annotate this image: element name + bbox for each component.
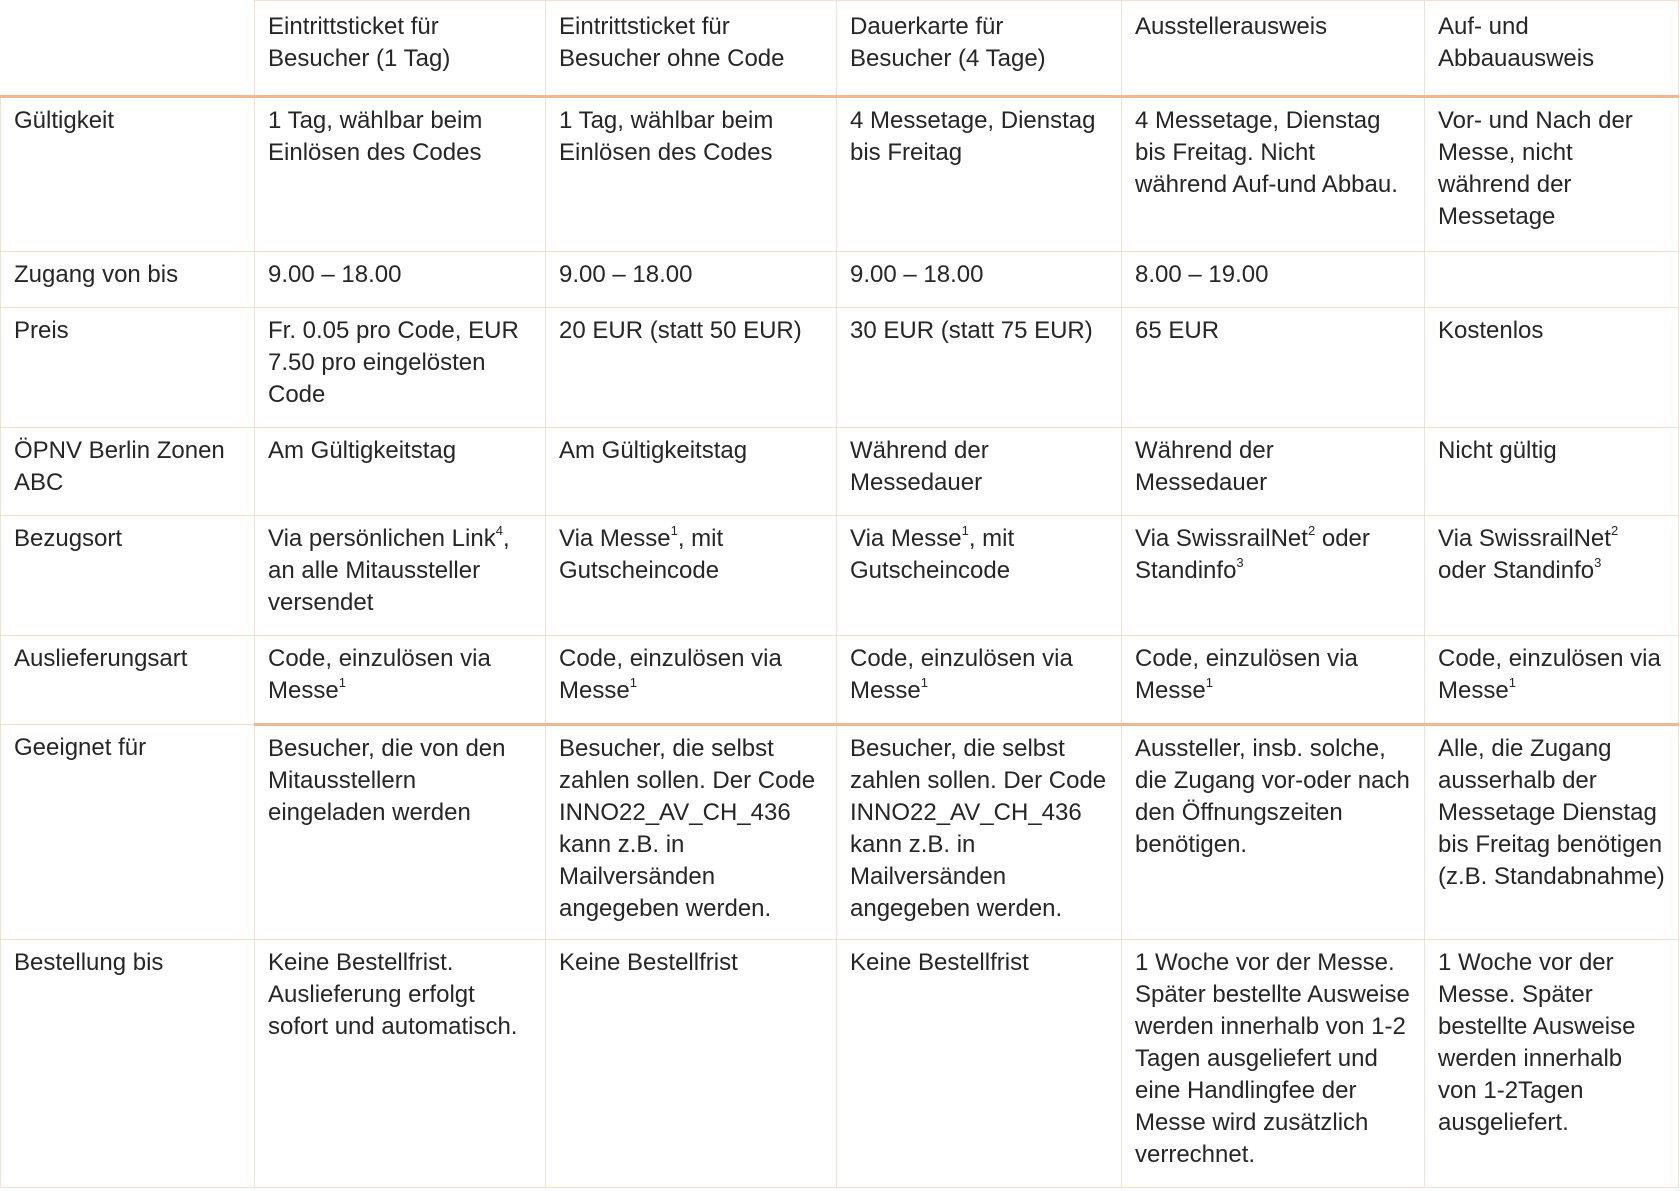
cell-text: Via Messe [559,525,671,552]
row-label: Bestellung bis [1,940,255,1188]
cell-text: Via Messe [850,525,962,552]
row-label: Gültigkeit [1,97,255,252]
row-label: Preis [1,308,255,428]
cell-text: Code, einzulösen via Messe [1438,645,1661,704]
table-cell [837,516,1122,636]
footnote-marker: 1 [1508,675,1516,690]
table-cell [546,516,837,636]
row-preis [1,308,1679,428]
column-header: Ausstellerausweis [1122,1,1425,97]
footnote-marker: 1 [338,675,346,690]
table-cell: Keine Bestellfrist. Auslieferung erfolgt sofort und automatisch. [255,940,546,1188]
footnote-marker: 1 [961,523,969,538]
footnote-marker: 3 [1594,555,1602,570]
table-cell [1425,252,1679,308]
cell-text: oder Standinfo [1438,557,1595,584]
table-cell: Besucher, die selbst zahlen sollen. Der Code INNO22_AV_CH_436 kann z.B. in Mailversänden angegeben werden. [546,725,837,940]
table-cell: 9.00 – 18.00 [837,252,1122,308]
row-label: Auslieferungsart [1,636,255,725]
table-cell [255,516,546,636]
row-zugang [1,252,1679,308]
table-cell [255,636,546,725]
corner-cell [1,1,255,97]
row-bestellung [1,940,1679,1188]
footnote-marker: 4 [495,523,503,538]
table-cell [1122,516,1425,636]
cell-text: oder Standinfo [1135,525,1370,584]
cell-text: , an alle Mitaussteller versendet [268,525,510,616]
table-cell: Keine Bestellfrist [837,940,1122,1188]
cell-text: Code, einzulösen via Messe [850,645,1073,704]
table-cell: Während der Messedauer [837,428,1122,516]
table-cell: 4 Messetage, Dienstag bis Freitag [837,97,1122,252]
row-label: Bezugsort [1,516,255,636]
table-cell: 4 Messetage, Dienstag bis Freitag. Nicht während Auf-und Abbau. [1122,97,1425,252]
row-oepnv [1,428,1679,516]
table-cell: Alle, die Zugang ausserhalb der Messetage Dienstag bis Freitag benötigen (z.B. Standabnahme) [1425,725,1679,940]
table-cell: Besucher, die selbst zahlen sollen. Der Code INNO22_AV_CH_436 kann z.B. in Mailversänden angegeben werden. [837,725,1122,940]
cell-text: Via SwissrailNet [1135,525,1308,552]
footnote-marker: 3 [1236,555,1244,570]
column-header: Eintrittsticket für Besucher ohne Code [546,1,837,97]
row-gueltigkeit [1,97,1679,252]
table-cell [1425,636,1679,725]
table-cell [1122,636,1425,725]
cell-text: Code, einzulösen via Messe [559,645,782,704]
column-header: Dauerkarte für Besucher (4 Tage) [837,1,1122,97]
table-cell [1425,516,1679,636]
table-cell: 65 EUR [1122,308,1425,428]
row-label: Geeignet für [1,725,255,940]
footnote-marker: 2 [1610,523,1619,538]
row-label: Zugang von bis [1,252,255,308]
table-cell: Kostenlos [1425,308,1679,428]
table-cell: Fr. 0.05 pro Code, EUR 7.50 pro eingelösten Code [255,308,546,428]
footnote-marker: 1 [629,675,637,690]
cell-text: , mit Gutscheincode [559,525,724,584]
table-cell: 9.00 – 18.00 [546,252,837,308]
table-cell [837,636,1122,725]
footnote-marker: 1 [670,523,678,538]
table-cell: 8.00 – 19.00 [1122,252,1425,308]
table-cell: Während der Messedauer [1122,428,1425,516]
table-cell: 9.00 – 18.00 [255,252,546,308]
table-cell: 30 EUR (statt 75 EUR) [837,308,1122,428]
table-cell: 1 Woche vor der Messe. Später bestellte Ausweise werden innerhalb von 1-2Tagen ausgeliefert. [1425,940,1679,1188]
column-header: Eintrittsticket für Besucher (1 Tag) [255,1,546,97]
row-bezugsort [1,516,1679,636]
table-cell: Am Gültigkeitstag [255,428,546,516]
table-cell: Keine Bestellfrist [546,940,837,1188]
cell-text: Code, einzulösen via Messe [1135,645,1358,704]
cell-text: Code, einzulösen via Messe [268,645,491,704]
footnote-marker: 2 [1307,523,1316,538]
table-cell: Aussteller, insb. solche, die Zugang vor-oder nach den Öffnungszeiten benötigen. [1122,725,1425,940]
row-geeignet [1,725,1679,940]
cell-text: Via persönlichen Link [268,525,496,552]
row-auslieferungsart [1,636,1679,725]
cell-text: Via SwissrailNet [1438,525,1611,552]
table-cell: 1 Tag, wählbar beim Einlösen des Codes [255,97,546,252]
footnote-marker: 1 [920,675,928,690]
row-label: ÖPNV Berlin Zonen ABC [1,428,255,516]
footnote-marker: 1 [1205,675,1213,690]
table-cell: 20 EUR (statt 50 EUR) [546,308,837,428]
table-cell: Besucher, die von den Mitausstellern eingeladen werden [255,725,546,940]
table-cell: Am Gültigkeitstag [546,428,837,516]
table-cell: Vor- und Nach der Messe, nicht während der Messetage [1425,97,1679,252]
table-cell [546,636,837,725]
table-cell: 1 Woche vor der Messe. Später bestellte Ausweise werden innerhalb von 1-2 Tagen ausgeliefert und eine Handlingfee der Messe wird zusätzlich verrechnet. [1122,940,1425,1188]
header-row [1,1,1679,97]
table-cell: Nicht gültig [1425,428,1679,516]
column-header: Auf- und Abbauausweis [1425,1,1679,97]
cell-text: , mit Gutscheincode [850,525,1015,584]
table-cell: 1 Tag, wählbar beim Einlösen des Codes [546,97,837,252]
